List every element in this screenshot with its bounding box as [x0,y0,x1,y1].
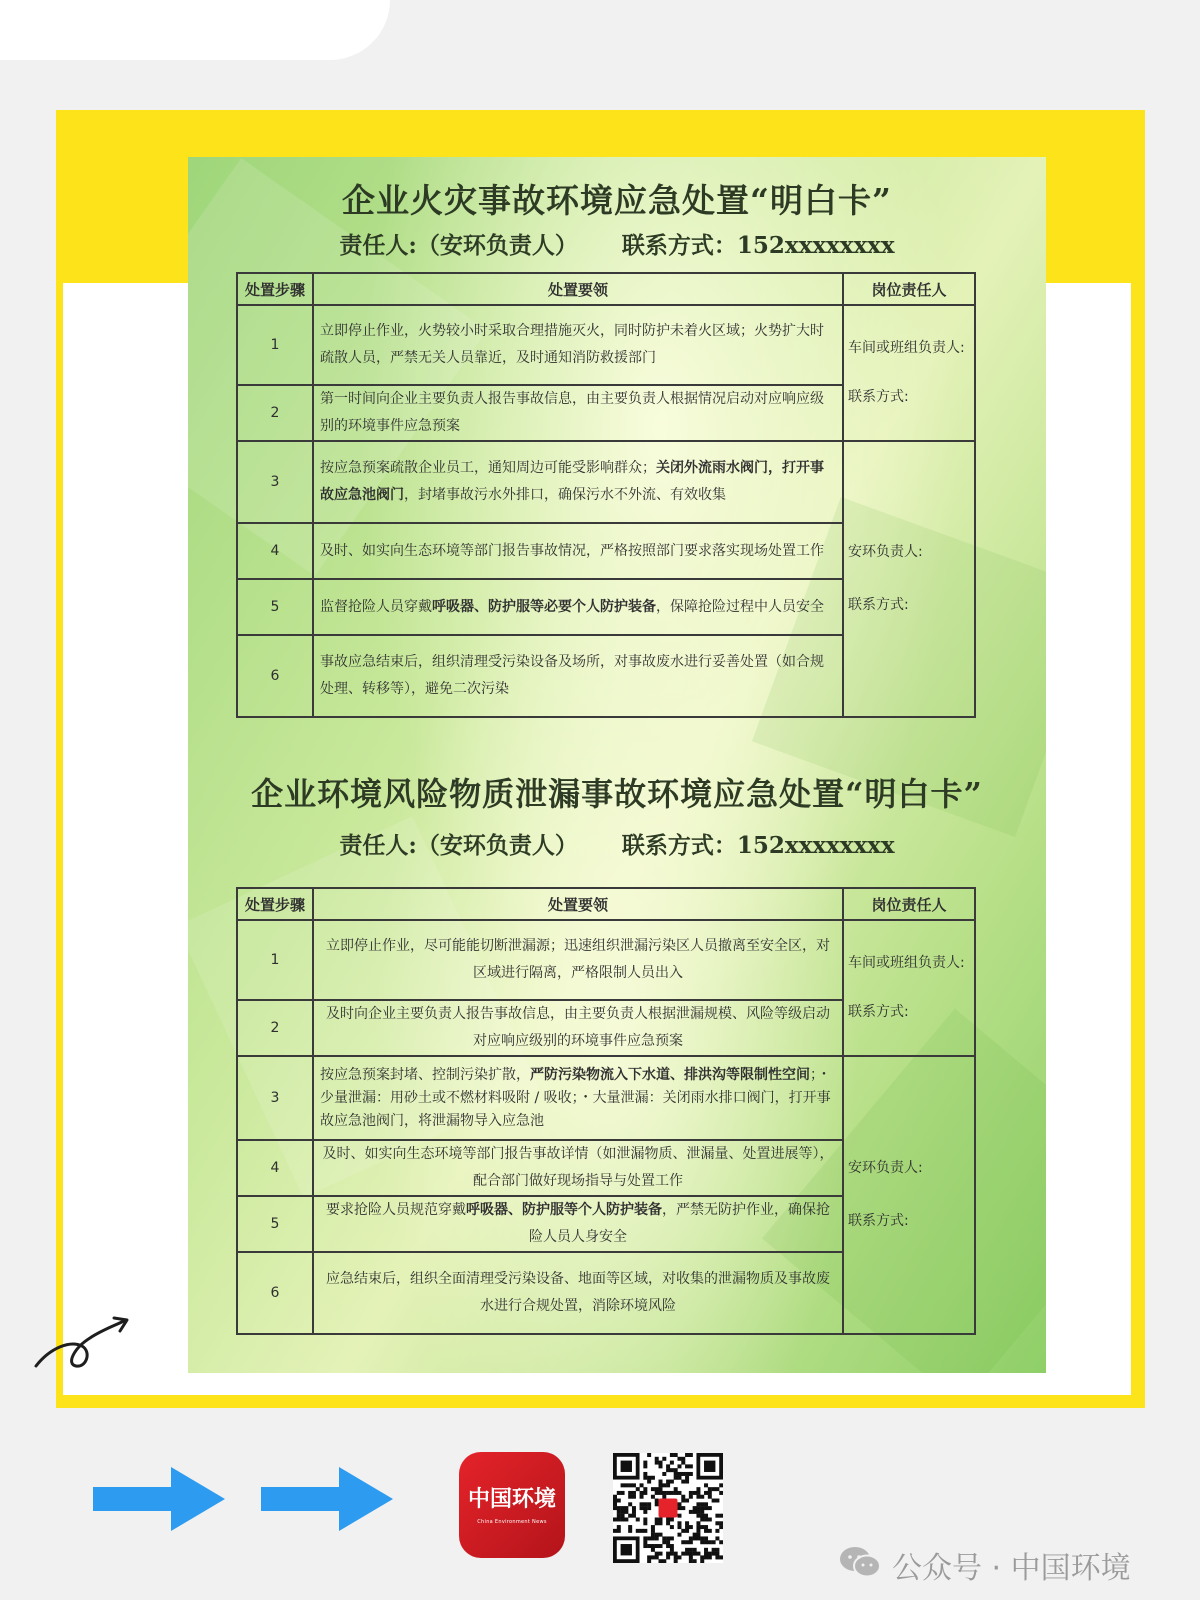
step-number: 3 [237,441,313,523]
step-text: 应急结束后，组织全面清理受污染设备、地面等区域，对收集的泄漏物质及事故废水进行合规处置，消除环境风险 [313,1252,843,1334]
step-number: 4 [237,523,313,579]
step-text: 立即停止作业，火势较小时采取合理措施灭火，同时防护未着火区域；火势扩大时疏散人员，严禁无关人员靠近，及时通知消防救援部门 [313,305,843,385]
header-post: 岗位责任人 [843,888,975,920]
step-number: 2 [237,1000,313,1056]
table-header-row [237,273,975,305]
china-environment-logo[interactable] [459,1452,565,1558]
step-text: 及时向企业主要负责人报告事故信息，由主要负责人根据泄漏规模、风险等级启动对应响应级别的环境事件应急预案 [313,1000,843,1056]
post-group-1 [843,920,975,1056]
step-number: 1 [237,920,313,1000]
post-contact-label: 联系方式: [848,597,909,613]
fire-card-title: 企业火灾事故环境应急处置“明白卡” [342,181,892,220]
qr-code[interactable] [613,1453,723,1563]
fire-steps-table [236,272,976,718]
arrow-right-icon [93,1467,225,1531]
step-text: 按应急预案封堵、控制污染扩散，严防污染物流入下水道、排洪沟等限制性空间；・少量泄漏：用砂土或不燃材料吸附 / 吸收；・大量泄漏：关闭雨水排口阀门，打开事故应急池阀门，将泄漏物导入应急池 [313,1056,843,1140]
post-name-label: 车间或班组负责人: [848,955,965,971]
yellow-strip [1131,283,1145,1408]
post-contact-label: 联系方式: [848,389,909,405]
step-text: 及时、如实向生态环境等部门报告事故情况，严格按照部门要求落实现场处置工作 [313,523,843,579]
step-number: 6 [237,1252,313,1334]
step-number: 4 [237,1140,313,1196]
step-number: 1 [237,305,313,385]
step-text: 监督抢险人员穿戴呼吸器、防护服等必要个人防护装备，保障抢险过程中人员安全 [313,579,843,635]
step-text: 立即停止作业，尽可能能切断泄漏源；迅速组织泄漏污染区人员撤离至安全区，对区域进行隔离，严格限制人员出入 [313,920,843,1000]
step-number: 2 [237,385,313,441]
post-name-label: 安环负责人: [848,1160,923,1176]
post-name-label: 安环负责人: [848,544,923,560]
step-number: 3 [237,1056,313,1140]
step-text: 事故应急结束后，组织清理受污染设备及场所，对事故废水进行妥善处置（如合规处理、转移等），避免二次污染 [313,635,843,717]
logo-english-text: China Environment News [477,1519,547,1525]
step-number: 5 [237,1196,313,1252]
fire-responsible: 责任人:（安环负责人） [339,232,578,259]
leak-card-subtitle [188,827,1046,860]
step-number: 5 [237,579,313,635]
arrow-right-icon [261,1467,393,1531]
step-text: 按应急预案疏散企业员工，通知周边可能受影响群众；关闭外流雨水阀门，打开事故应急池阀门，封堵事故污水外排口，确保污水不外流、有效收集 [313,441,843,523]
post-contact-label: 联系方式: [848,1004,909,1020]
leak-steps-table [236,887,976,1335]
header-post: 岗位责任人 [843,273,975,305]
header-step: 处置步骤 [237,888,313,920]
step-text: 第一时间向企业主要负责人报告事故信息，由主要负责人根据情况启动对应响应级别的环境事件应急预案 [313,385,843,441]
fire-contact: 联系方式：152xxxxxxxx [621,232,895,259]
header-key-points: 处置要领 [313,273,843,305]
leak-card-title: 企业环境风险物质泄漏事故环境应急处置“明白卡” [251,775,983,813]
post-group-2 [843,441,975,717]
step-number: 6 [237,635,313,717]
header-step: 处置步骤 [237,273,313,305]
post-contact-label: 联系方式: [848,1213,909,1229]
account-label: 公众号 · 中国环境 [892,1551,1131,1586]
table-row [237,1056,975,1140]
table-row [237,305,975,385]
step-text: 及时、如实向生态环境等部门报告事故详情（如泄漏物质、泄漏量、处置进展等），配合部门做好现场指导与处置工作 [313,1140,843,1196]
post-group-1 [843,305,975,441]
table-row [237,920,975,1000]
step-text: 要求抢险人员规范穿戴呼吸器、防护服等个人防护装备，严禁无防护作业，确保抢险人员人身安全 [313,1196,843,1252]
header-key-points: 处置要领 [313,888,843,920]
leak-responsible: 责任人:（安环负责人） [339,832,578,859]
post-name-label: 车间或班组负责人: [848,340,965,356]
table-header-row [237,888,975,920]
fire-card-subtitle [188,227,1046,260]
scribble-arrow-icon [30,1312,130,1372]
wechat-icon [838,1545,882,1579]
top-tab [0,0,390,60]
leak-contact: 联系方式：152xxxxxxxx [621,832,895,859]
table-row [237,441,975,523]
post-group-2 [843,1056,975,1334]
emergency-card-poster [188,157,1046,1373]
logo-chinese-text: 中国环境 [467,1486,556,1512]
